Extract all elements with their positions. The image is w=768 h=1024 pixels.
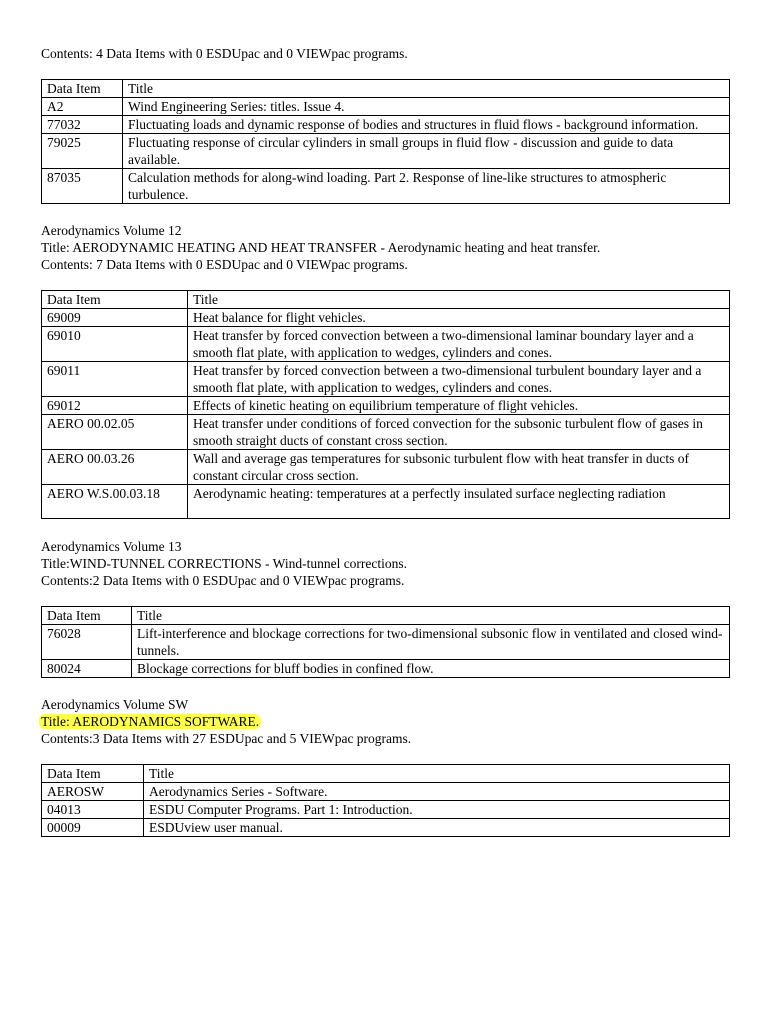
title-cell: Fluctuating loads and dynamic response of bodies and structures in fluid flows - background information. (123, 116, 730, 134)
title-cell: Wall and average gas temperatures for subsonic turbulent flow with heat transfer in ducts of constant circular cross section. (188, 450, 730, 485)
section-header (41, 696, 731, 747)
data-items-table (41, 290, 730, 519)
table-row (42, 169, 730, 204)
table-row (42, 397, 730, 415)
header-data-item: Data Item (42, 765, 144, 783)
data-item-cell: AERO W.S.00.03.18 (42, 485, 188, 519)
table-row (42, 625, 730, 660)
data-item-cell: AERO 00.02.05 (42, 415, 188, 450)
header-data-item: Data Item (42, 291, 188, 309)
section-wind-engineering (41, 45, 731, 204)
title-cell: Aerodynamics Series - Software. (144, 783, 730, 801)
table-row (42, 134, 730, 169)
table-header-row (42, 607, 730, 625)
data-item-cell: 69009 (42, 309, 188, 327)
header-data-item: Data Item (42, 80, 123, 98)
header-data-item: Data Item (42, 607, 132, 625)
data-item-cell: 00009 (42, 819, 144, 837)
table-header-row (42, 80, 730, 98)
header-title: Title (188, 291, 730, 309)
volume-heading: Aerodynamics Volume 12 (41, 223, 182, 238)
header-title: Title (144, 765, 730, 783)
title-cell: Wind Engineering Series: titles. Issue 4. (123, 98, 730, 116)
data-items-table (41, 79, 730, 204)
header-title: Title (123, 80, 730, 98)
title-cell: Lift-interference and blockage corrections for two-dimensional subsonic flow in ventilated and closed wind-tunnels. (132, 625, 730, 660)
table-row (42, 450, 730, 485)
volume-heading: Aerodynamics Volume 13 (41, 539, 182, 554)
title-cell: Aerodynamic heating: temperatures at a perfectly insulated surface neglecting radiation (188, 485, 730, 519)
data-item-cell: 69010 (42, 327, 188, 362)
contents-line: Contents: 4 Data Items with 0 ESDUpac and 0 VIEWpac programs. (41, 46, 408, 61)
section-volume-sw (41, 696, 731, 837)
volume-title: Title:WIND-TUNNEL CORRECTIONS - Wind-tunnel corrections. (41, 556, 408, 571)
table-row (42, 819, 730, 837)
highlighted-title: Title: AERODYNAMICS SOFTWARE. (41, 714, 260, 729)
data-item-cell: AEROSW (42, 783, 144, 801)
contents-line: Contents: 7 Data Items with 0 ESDUpac and 0 VIEWpac programs. (41, 257, 408, 272)
table-row (42, 362, 730, 397)
table-header-row (42, 291, 730, 309)
title-cell: Heat transfer under conditions of forced convection for the subsonic turbulent flow of gases in smooth straight ducts of constant cross section. (188, 415, 730, 450)
title-cell: Heat transfer by forced convection between a two-dimensional turbulent boundary layer and a smooth flat plate, with application to wedges, cylinders and cones. (188, 362, 730, 397)
title-cell: Calculation methods for along-wind loading. Part 2. Response of line-like structures to atmospheric turbulence. (123, 169, 730, 204)
section-volume-13 (41, 538, 731, 678)
table-row (42, 783, 730, 801)
data-item-cell: 04013 (42, 801, 144, 819)
table-row (42, 309, 730, 327)
title-cell: Blockage corrections for bluff bodies in confined flow. (132, 660, 730, 678)
title-cell: ESDU Computer Programs. Part 1: Introduction. (144, 801, 730, 819)
table-header-row (42, 765, 730, 783)
data-items-table (41, 606, 730, 678)
header-title: Title (132, 607, 730, 625)
data-item-cell: 69012 (42, 397, 188, 415)
data-item-cell: 69011 (42, 362, 188, 397)
data-item-cell: 77032 (42, 116, 123, 134)
volume-title-highlighted (41, 713, 731, 730)
section-header (41, 538, 731, 589)
section-header (41, 222, 731, 273)
table-row (42, 327, 730, 362)
document-page (41, 45, 731, 837)
data-item-cell: 87035 (42, 169, 123, 204)
data-item-cell: 76028 (42, 625, 132, 660)
table-row (42, 116, 730, 134)
title-cell: Fluctuating response of circular cylinders in small groups in fluid flow - discussion and guide to data available. (123, 134, 730, 169)
title-cell: Effects of kinetic heating on equilibrium temperature of flight vehicles. (188, 397, 730, 415)
data-item-cell: A2 (42, 98, 123, 116)
title-cell: Heat transfer by forced convection between a two-dimensional laminar boundary layer and a smooth flat plate, with application to wedges, cylinders and cones. (188, 327, 730, 362)
data-item-cell: 79025 (42, 134, 123, 169)
contents-line: Contents:3 Data Items with 27 ESDUpac and 5 VIEWpac programs. (41, 731, 412, 746)
data-item-cell: AERO 00.03.26 (42, 450, 188, 485)
title-cell: Heat balance for flight vehicles. (188, 309, 730, 327)
contents-line: Contents:2 Data Items with 0 ESDUpac and 0 VIEWpac programs. (41, 573, 405, 588)
volume-title: Title: AERODYNAMIC HEATING AND HEAT TRANSFER - Aerodynamic heating and heat transfer. (41, 240, 601, 255)
table-row (42, 485, 730, 519)
table-row (42, 660, 730, 678)
title-cell: ESDUview user manual. (144, 819, 730, 837)
data-items-table (41, 764, 730, 837)
volume-heading: Aerodynamics Volume SW (41, 697, 189, 712)
table-row (42, 801, 730, 819)
table-row (42, 415, 730, 450)
data-item-cell: 80024 (42, 660, 132, 678)
section-volume-12 (41, 222, 731, 519)
table-row (42, 98, 730, 116)
